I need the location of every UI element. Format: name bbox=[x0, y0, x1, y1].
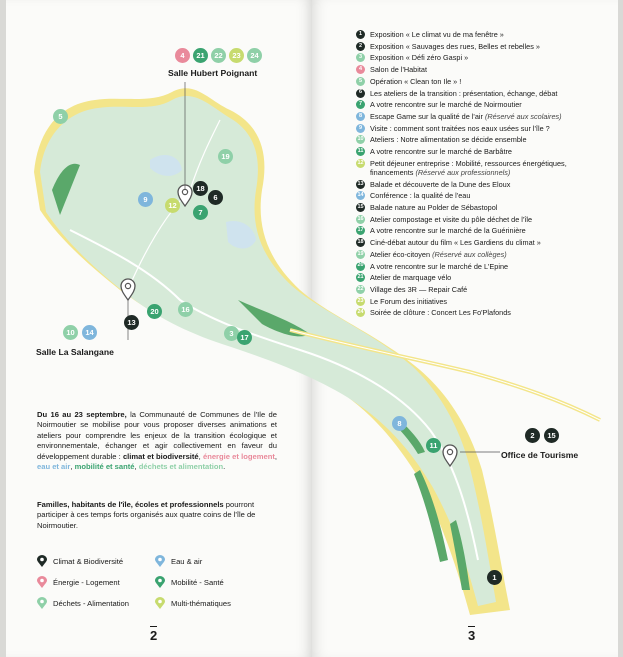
theme-dechets: déchets et alimentation bbox=[138, 462, 224, 472]
theme-mobilite: mobilité et santé bbox=[74, 462, 135, 472]
separator: , bbox=[198, 451, 203, 461]
map-marker: 15 bbox=[544, 428, 559, 443]
pin-icon bbox=[155, 597, 165, 609]
event-number-badge: 2 bbox=[356, 42, 365, 51]
event-number-badge: 23 bbox=[356, 297, 365, 306]
map-marker: 9 bbox=[138, 192, 153, 207]
map-marker: 12 bbox=[165, 198, 180, 213]
event-item bbox=[356, 30, 606, 39]
event-number-badge: 17 bbox=[356, 226, 365, 235]
map-marker: 16 bbox=[178, 302, 193, 317]
legend-label: Multi-thématiques bbox=[171, 598, 231, 608]
event-number-badge: 4 bbox=[356, 65, 365, 74]
intro-dates: Du 16 au 23 septembre, bbox=[37, 410, 127, 419]
event-text bbox=[370, 42, 540, 51]
event-item bbox=[356, 65, 606, 74]
legend-mobilite bbox=[155, 576, 224, 588]
map-marker: 6 bbox=[208, 190, 223, 205]
event-item bbox=[356, 191, 606, 200]
event-title: Visite : comment sont traitées nos eaux usées sur l'île ? bbox=[370, 123, 550, 133]
event-number-badge: 9 bbox=[356, 124, 365, 133]
event-title: Petit déjeuner entreprise : Mobilité, ressources énergétiques, financements bbox=[370, 158, 567, 177]
event-item bbox=[356, 77, 606, 86]
map-marker: 4 bbox=[175, 48, 190, 63]
page-number-left: 2 bbox=[150, 628, 158, 643]
map-marker: 14 bbox=[82, 325, 97, 340]
map-marker: 19 bbox=[218, 149, 233, 164]
pin-icon bbox=[155, 576, 165, 588]
event-number-badge: 18 bbox=[356, 238, 365, 247]
event-item bbox=[356, 180, 606, 189]
theme-eau: eau et air bbox=[37, 462, 71, 472]
intro-end: . bbox=[223, 462, 226, 472]
legend-label: Déchets - Alimentation bbox=[53, 598, 129, 608]
event-number-badge: 22 bbox=[356, 285, 365, 294]
event-text bbox=[370, 215, 532, 224]
event-number-badge: 19 bbox=[356, 250, 365, 259]
event-number-badge: 8 bbox=[356, 112, 365, 121]
legend-label: Climat & Biodiversité bbox=[53, 556, 124, 566]
map-marker: 17 bbox=[237, 330, 252, 345]
page-number-right: 3 bbox=[468, 628, 476, 643]
event-item bbox=[356, 124, 606, 133]
theme-climat: climat et biodiversité bbox=[122, 451, 199, 461]
event-note: (Réservé aux professionnels) bbox=[415, 167, 511, 177]
families-text: pourront participer à ces temps forts organisés aux quatre coins de l'île de Noirmoutier. bbox=[37, 500, 256, 530]
pin-icon bbox=[37, 597, 47, 609]
event-number-badge: 1 bbox=[356, 30, 365, 39]
event-number-badge: 14 bbox=[356, 191, 365, 200]
event-item bbox=[356, 53, 606, 62]
event-text bbox=[370, 180, 510, 189]
event-item bbox=[356, 203, 606, 212]
map-marker: 10 bbox=[63, 325, 78, 340]
event-number-badge: 10 bbox=[356, 135, 365, 144]
map-marker: 22 bbox=[211, 48, 226, 63]
event-item bbox=[356, 285, 606, 294]
map-marker: 20 bbox=[147, 304, 162, 319]
event-number-badge: 15 bbox=[356, 203, 365, 212]
map-marker: 18 bbox=[193, 181, 208, 196]
event-item bbox=[356, 238, 606, 247]
event-title: Village des 3R — Repair Café bbox=[370, 284, 468, 294]
map-marker: 3 bbox=[224, 326, 239, 341]
event-number-badge: 16 bbox=[356, 215, 365, 224]
map-marker: 11 bbox=[426, 438, 441, 453]
event-text bbox=[370, 238, 541, 247]
event-item bbox=[356, 297, 606, 306]
separator: , bbox=[134, 462, 139, 472]
event-note: (Réservé aux scolaires) bbox=[484, 111, 562, 121]
legend-label: Énergie - Logement bbox=[53, 577, 120, 587]
event-text bbox=[370, 65, 427, 74]
event-title: Ciné-débat autour du film « Les Gardiens du climat » bbox=[370, 238, 541, 248]
separator: , bbox=[274, 451, 277, 461]
pin-icon bbox=[37, 555, 47, 567]
event-item bbox=[356, 89, 606, 98]
intro-paragraph bbox=[37, 410, 277, 472]
map-marker: 5 bbox=[53, 109, 68, 124]
event-text bbox=[370, 100, 522, 109]
pin-icon bbox=[37, 576, 47, 588]
event-item bbox=[356, 215, 606, 224]
event-text bbox=[370, 262, 508, 271]
event-number-badge: 12 bbox=[356, 159, 365, 168]
event-number-badge: 5 bbox=[356, 77, 365, 86]
event-number-badge: 24 bbox=[356, 308, 365, 317]
families-paragraph bbox=[37, 500, 277, 531]
map-marker: 7 bbox=[193, 205, 208, 220]
event-text bbox=[370, 135, 527, 144]
event-title: Conférence : la qualité de l'eau bbox=[370, 191, 471, 201]
event-item bbox=[356, 135, 606, 144]
event-title: Salon de l'Habitat bbox=[370, 65, 427, 75]
families-bold: Familles, habitants de l'île, écoles et professionnels bbox=[37, 500, 224, 509]
legend-label: Mobilité - Santé bbox=[171, 577, 224, 587]
event-text bbox=[370, 89, 557, 98]
pin-icon bbox=[155, 555, 165, 567]
event-title: A votre rencontre sur le marché de la Guérinière bbox=[370, 226, 526, 236]
event-number-badge: 6 bbox=[356, 89, 365, 98]
event-number-badge: 21 bbox=[356, 273, 365, 282]
map-marker: 23 bbox=[229, 48, 244, 63]
map-marker: 8 bbox=[392, 416, 407, 431]
map-marker: 13 bbox=[124, 315, 139, 330]
event-text bbox=[370, 112, 562, 121]
event-title: Les ateliers de la transition : présentation, échange, débat bbox=[370, 88, 558, 98]
event-text bbox=[370, 191, 470, 200]
map-marker: 24 bbox=[247, 48, 262, 63]
legend-multi bbox=[155, 597, 231, 609]
map-marker: 21 bbox=[193, 48, 208, 63]
event-text bbox=[370, 147, 512, 156]
event-title: Balade nature au Polder de Sébastopol bbox=[370, 203, 498, 213]
event-item bbox=[356, 159, 606, 177]
legend-climat bbox=[37, 555, 123, 567]
event-title: Atelier éco-citoyen bbox=[370, 249, 433, 259]
event-item bbox=[356, 112, 606, 121]
event-title: Opération « Clean ton Ile » ! bbox=[370, 76, 462, 86]
event-text bbox=[370, 226, 526, 235]
event-title: Escape Game sur la qualité de l'air bbox=[370, 111, 485, 121]
map-marker: 2 bbox=[525, 428, 540, 443]
event-item bbox=[356, 273, 606, 282]
legend-eau bbox=[155, 555, 202, 567]
event-title: Atelier compostage et visite du pôle déchet de l'île bbox=[370, 214, 533, 224]
event-text bbox=[370, 30, 504, 39]
event-text bbox=[370, 159, 606, 177]
event-item bbox=[356, 147, 606, 156]
theme-energie: énergie et logement bbox=[202, 451, 275, 461]
event-title: Exposition « Sauvages des rues, Belles et rebelles » bbox=[370, 41, 540, 51]
label-salle-la-salangane: Salle La Salangane bbox=[36, 347, 114, 357]
event-text bbox=[370, 53, 468, 62]
event-item bbox=[356, 262, 606, 271]
event-number-badge: 7 bbox=[356, 100, 365, 109]
label-office-de-tourisme: Office de Tourisme bbox=[501, 450, 579, 460]
event-item bbox=[356, 308, 606, 317]
event-title: A votre rencontre sur le marché de L'Epine bbox=[370, 261, 509, 271]
event-number-badge: 11 bbox=[356, 147, 365, 156]
event-item bbox=[356, 226, 606, 235]
event-text bbox=[370, 297, 447, 306]
legend-dechets bbox=[37, 597, 129, 609]
event-list bbox=[356, 30, 606, 320]
event-number-badge: 20 bbox=[356, 262, 365, 271]
legend-label: Eau & air bbox=[171, 556, 203, 566]
event-text bbox=[370, 124, 550, 133]
event-text bbox=[370, 77, 461, 86]
event-text bbox=[370, 273, 451, 282]
event-title: Balade et découverte de la Dune des Eloux bbox=[370, 179, 511, 189]
map-marker: 1 bbox=[487, 570, 502, 585]
event-item bbox=[356, 100, 606, 109]
event-item bbox=[356, 250, 606, 259]
legend-energie bbox=[37, 576, 120, 588]
event-item bbox=[356, 42, 606, 51]
event-text bbox=[370, 285, 467, 294]
event-title: Le Forum des initiatives bbox=[370, 296, 448, 306]
label-salle-hubert-poignant: Salle Hubert Poignant bbox=[168, 68, 258, 78]
event-note: (Réservé aux collèges) bbox=[432, 249, 507, 259]
event-title: Exposition « Le climat vu de ma fenêtre » bbox=[370, 30, 504, 39]
event-title: Atelier de marquage vélo bbox=[370, 273, 452, 283]
event-number-badge: 13 bbox=[356, 180, 365, 189]
intro-text: la Communauté de Communes de l'Ile de Noirmoutier se mobilise pour vous proposer diverses animations et ateliers pour comprendre les enjeux de la transition écologique et environnementale, échanger et agir collectivement en faveur du développement durable : bbox=[37, 410, 277, 461]
event-text bbox=[370, 308, 511, 317]
event-title: Ateliers : Notre alimentation se décide ensemble bbox=[370, 135, 527, 145]
event-text bbox=[370, 203, 497, 212]
event-title: Soirée de clôture : Concert Les Fo'Plafonds bbox=[370, 308, 511, 318]
separator: , bbox=[70, 462, 75, 472]
event-text bbox=[370, 250, 507, 259]
event-number-badge: 3 bbox=[356, 53, 365, 62]
event-title: A votre rencontre sur le marché de Noirmoutier bbox=[370, 100, 522, 110]
event-title: A votre rencontre sur le marché de Barbâtre bbox=[370, 147, 512, 157]
event-title: Exposition « Défi zéro Gaspi » bbox=[370, 53, 469, 63]
